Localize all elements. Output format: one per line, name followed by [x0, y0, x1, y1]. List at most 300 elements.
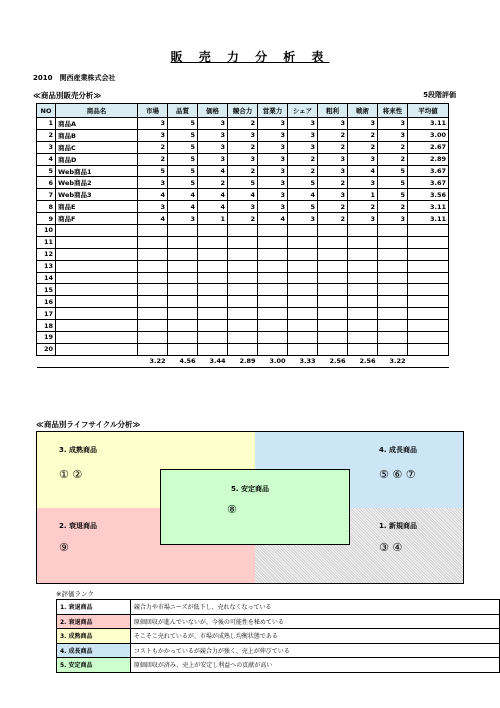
- score-cell: 2: [318, 213, 348, 225]
- row-number: 14: [37, 272, 56, 284]
- score-cell: [228, 225, 258, 237]
- average-cell: [408, 225, 449, 237]
- score-cell: 2: [348, 129, 378, 141]
- product-name: 商品E: [56, 201, 138, 213]
- product-name: 商品D: [56, 153, 138, 165]
- row-number: 11: [37, 236, 56, 248]
- rank-row: [57, 643, 500, 658]
- score-cell: [378, 308, 408, 320]
- product-name: [56, 248, 138, 260]
- rank-description: コストもかかっているが競合力が強く、売上が伸びている: [130, 643, 499, 658]
- score-cell: 3: [168, 213, 198, 225]
- score-cell: [258, 296, 288, 308]
- rank-row: [57, 658, 500, 673]
- score-cell: 3: [348, 153, 378, 165]
- column-header: シェア: [288, 104, 318, 118]
- score-cell: 5: [168, 129, 198, 141]
- row-number: 12: [37, 248, 56, 260]
- score-cell: 5: [168, 141, 198, 153]
- score-cell: [198, 308, 228, 320]
- row-number: 13: [37, 260, 56, 272]
- score-cell: 5: [378, 177, 408, 189]
- row-number: 7: [37, 189, 56, 201]
- score-cell: 3: [318, 189, 348, 201]
- score-cell: [198, 248, 228, 260]
- product-name: 商品B: [56, 129, 138, 141]
- score-cell: 3: [318, 165, 348, 177]
- table-row: [37, 260, 449, 272]
- score-cell: [348, 332, 378, 344]
- score-cell: 2: [228, 141, 258, 153]
- score-cell: 3: [288, 118, 318, 130]
- average-cell: 2.89: [408, 153, 449, 165]
- score-cell: [288, 320, 318, 332]
- column-average: 2.56: [318, 355, 348, 367]
- score-cell: [168, 236, 198, 248]
- rank-row: [57, 614, 500, 629]
- row-number: 1: [37, 118, 56, 130]
- score-cell: [378, 260, 408, 272]
- score-cell: 4: [198, 189, 228, 201]
- score-cell: 3: [288, 129, 318, 141]
- row-number: 9: [37, 213, 56, 225]
- score-cell: [168, 332, 198, 344]
- score-cell: [318, 284, 348, 296]
- average-cell: [408, 260, 449, 272]
- score-cell: 4: [168, 189, 198, 201]
- row-number: 6: [37, 177, 56, 189]
- score-cell: 2: [228, 213, 258, 225]
- score-cell: 3: [258, 129, 288, 141]
- rank-legend-title: ※評価ランク: [56, 590, 94, 598]
- score-cell: 3: [258, 189, 288, 201]
- score-cell: [288, 225, 318, 237]
- average-cell: 2.67: [408, 141, 449, 153]
- quadrant-label: 1. 新規商品: [379, 522, 417, 530]
- score-cell: [348, 272, 378, 284]
- column-header: 戦術: [348, 104, 378, 118]
- column-header: 平均値: [408, 104, 449, 118]
- score-cell: [198, 260, 228, 272]
- sales-analysis-table: [36, 103, 449, 368]
- score-cell: 2: [378, 153, 408, 165]
- score-cell: [198, 343, 228, 355]
- score-cell: [138, 343, 168, 355]
- score-cell: 5: [168, 177, 198, 189]
- product-name: [56, 260, 138, 272]
- score-cell: 3: [138, 177, 168, 189]
- score-cell: 2: [288, 165, 318, 177]
- table-row: [37, 248, 449, 260]
- score-cell: [138, 308, 168, 320]
- average-cell: 3.11: [408, 118, 449, 130]
- score-cell: [378, 332, 408, 344]
- score-cell: [138, 248, 168, 260]
- score-cell: 3: [138, 118, 168, 130]
- score-cell: 4: [198, 165, 228, 177]
- score-cell: 2: [318, 129, 348, 141]
- score-cell: [348, 260, 378, 272]
- score-cell: 2: [228, 118, 258, 130]
- column-header: 品質: [168, 104, 198, 118]
- empty-cell: [408, 355, 449, 367]
- quadrant-items: ⑨: [59, 541, 69, 554]
- score-cell: 3: [138, 201, 168, 213]
- score-cell: 4: [348, 165, 378, 177]
- average-cell: [408, 308, 449, 320]
- score-cell: 2: [378, 201, 408, 213]
- score-cell: 3: [348, 177, 378, 189]
- column-header: NO: [37, 104, 56, 118]
- rank-row: [57, 629, 500, 644]
- score-cell: 2: [348, 141, 378, 153]
- score-cell: 5: [138, 165, 168, 177]
- score-cell: 4: [198, 201, 228, 213]
- score-cell: [228, 260, 258, 272]
- table-row: [37, 308, 449, 320]
- score-cell: [228, 248, 258, 260]
- row-number: 20: [37, 343, 56, 355]
- score-cell: [138, 260, 168, 272]
- row-number: 19: [37, 332, 56, 344]
- score-cell: [378, 296, 408, 308]
- score-cell: [168, 225, 198, 237]
- column-average: 3.22: [378, 355, 408, 367]
- row-number: 17: [37, 308, 56, 320]
- score-cell: 4: [138, 189, 168, 201]
- average-cell: [408, 272, 449, 284]
- table-row: [37, 189, 449, 201]
- score-cell: 2: [228, 165, 258, 177]
- table-row: [37, 129, 449, 141]
- average-cell: 3.67: [408, 177, 449, 189]
- empty-cell: [37, 355, 56, 367]
- table-row: [37, 320, 449, 332]
- score-cell: 3: [198, 153, 228, 165]
- score-cell: 3: [258, 201, 288, 213]
- score-cell: [138, 236, 168, 248]
- score-cell: [318, 225, 348, 237]
- row-number: 10: [37, 225, 56, 237]
- company-name: 2010 関西産業株式会社: [33, 74, 116, 82]
- table-row: [37, 141, 449, 153]
- score-cell: [168, 272, 198, 284]
- average-cell: [408, 320, 449, 332]
- column-average: 3.22: [138, 355, 168, 367]
- score-cell: 1: [198, 213, 228, 225]
- score-cell: [348, 284, 378, 296]
- score-cell: [348, 225, 378, 237]
- score-cell: [378, 225, 408, 237]
- score-cell: 2: [318, 201, 348, 213]
- score-cell: [168, 296, 198, 308]
- score-cell: 3: [318, 118, 348, 130]
- row-number: 15: [37, 284, 56, 296]
- rank-label: 5. 安定商品: [57, 658, 131, 673]
- section-title-sales: ≪商品別販売分析≫: [33, 91, 102, 100]
- score-cell: [348, 296, 378, 308]
- score-cell: [258, 260, 288, 272]
- score-cell: [228, 320, 258, 332]
- rank-label: 3. 成熟商品: [57, 629, 131, 644]
- score-cell: [198, 225, 228, 237]
- row-number: 16: [37, 296, 56, 308]
- score-cell: [378, 272, 408, 284]
- rank-description: 競合力や市場ニーズが低下し、売れなくなっている: [130, 600, 499, 615]
- score-cell: 4: [168, 201, 198, 213]
- score-cell: 3: [378, 118, 408, 130]
- score-cell: 3: [378, 213, 408, 225]
- quadrant-stable: [160, 469, 350, 545]
- score-cell: [348, 248, 378, 260]
- product-name: Web商品1: [56, 165, 138, 177]
- score-cell: 5: [168, 165, 198, 177]
- rank-label: 4. 成長商品: [57, 643, 131, 658]
- score-cell: 3: [318, 153, 348, 165]
- score-cell: [198, 320, 228, 332]
- quadrant-items: ① ②: [59, 468, 83, 481]
- score-cell: 4: [288, 189, 318, 201]
- score-cell: [378, 248, 408, 260]
- rank-row: [57, 600, 500, 615]
- page-title: 販 売 力 分 析 表: [170, 50, 330, 64]
- score-cell: 2: [348, 201, 378, 213]
- score-cell: 2: [318, 177, 348, 189]
- score-cell: [138, 320, 168, 332]
- score-cell: [348, 320, 378, 332]
- product-name: Web商品2: [56, 177, 138, 189]
- score-cell: [318, 343, 348, 355]
- score-cell: [288, 284, 318, 296]
- score-cell: 3: [228, 129, 258, 141]
- product-name: 商品C: [56, 141, 138, 153]
- score-cell: 3: [228, 153, 258, 165]
- score-cell: 4: [138, 213, 168, 225]
- score-cell: 2: [138, 153, 168, 165]
- column-average: 2.89: [228, 355, 258, 367]
- score-cell: 1: [348, 189, 378, 201]
- product-name: [56, 296, 138, 308]
- average-cell: 3.67: [408, 165, 449, 177]
- score-cell: 2: [198, 177, 228, 189]
- table-row: [37, 201, 449, 213]
- score-cell: [198, 284, 228, 296]
- table-row: [37, 118, 449, 130]
- table-row: [37, 213, 449, 225]
- column-average: 3.44: [198, 355, 228, 367]
- score-cell: [288, 296, 318, 308]
- score-cell: [138, 296, 168, 308]
- column-header: 競合力: [228, 104, 258, 118]
- score-cell: 4: [258, 213, 288, 225]
- score-cell: 5: [168, 118, 198, 130]
- section-title-lifecycle: ≪商品別ライフサイクル分析≫: [36, 420, 141, 429]
- score-cell: [288, 272, 318, 284]
- score-cell: [288, 308, 318, 320]
- score-cell: [288, 236, 318, 248]
- column-header: 商品名: [56, 104, 138, 118]
- score-cell: [198, 332, 228, 344]
- score-cell: [228, 296, 258, 308]
- average-cell: [408, 332, 449, 344]
- table-row: [37, 225, 449, 237]
- score-cell: 3: [198, 141, 228, 153]
- product-name: Web商品3: [56, 189, 138, 201]
- score-cell: [138, 225, 168, 237]
- product-name: [56, 284, 138, 296]
- score-cell: 3: [258, 141, 288, 153]
- quadrant-label: 3. 成熟商品: [59, 446, 97, 454]
- quadrant-label: 5. 安定商品: [231, 485, 269, 493]
- average-cell: [408, 296, 449, 308]
- product-name: [56, 320, 138, 332]
- row-number: 4: [37, 153, 56, 165]
- column-header: 価格: [198, 104, 228, 118]
- score-cell: [228, 343, 258, 355]
- score-cell: [318, 296, 348, 308]
- score-cell: [258, 272, 288, 284]
- score-cell: [198, 236, 228, 248]
- score-cell: 5: [288, 201, 318, 213]
- score-cell: 3: [288, 141, 318, 153]
- table-row: [37, 177, 449, 189]
- score-cell: [378, 343, 408, 355]
- score-cell: [258, 320, 288, 332]
- average-cell: [408, 284, 449, 296]
- row-number: 2: [37, 129, 56, 141]
- score-cell: [258, 308, 288, 320]
- score-cell: [288, 260, 318, 272]
- score-cell: [258, 343, 288, 355]
- score-cell: [258, 284, 288, 296]
- average-cell: 3.11: [408, 213, 449, 225]
- score-cell: 5: [288, 177, 318, 189]
- score-cell: [258, 225, 288, 237]
- score-cell: 2: [288, 153, 318, 165]
- score-cell: [318, 320, 348, 332]
- score-cell: [138, 284, 168, 296]
- score-cell: 3: [348, 213, 378, 225]
- score-cell: 3: [198, 118, 228, 130]
- score-cell: 2: [138, 141, 168, 153]
- score-cell: [258, 332, 288, 344]
- column-header: 市場: [138, 104, 168, 118]
- score-cell: [168, 260, 198, 272]
- column-average: 3.33: [288, 355, 318, 367]
- product-name: [56, 272, 138, 284]
- score-cell: 3: [378, 129, 408, 141]
- score-cell: [198, 296, 228, 308]
- table-row: [37, 165, 449, 177]
- totals-row: [37, 355, 449, 367]
- row-number: 5: [37, 165, 56, 177]
- score-cell: [168, 248, 198, 260]
- score-cell: [378, 284, 408, 296]
- score-cell: [348, 236, 378, 248]
- score-cell: [228, 332, 258, 344]
- quadrant-items: ⑤ ⑥ ⑦: [379, 468, 416, 481]
- average-cell: 3.00: [408, 129, 449, 141]
- evaluation-note: 5段階評価: [423, 91, 456, 99]
- score-cell: [198, 272, 228, 284]
- average-cell: 3.11: [408, 201, 449, 213]
- score-cell: [228, 236, 258, 248]
- column-average: 4.56: [168, 355, 198, 367]
- column-header: 将来性: [378, 104, 408, 118]
- score-cell: [348, 343, 378, 355]
- score-cell: [378, 320, 408, 332]
- column-header: 営業力: [258, 104, 288, 118]
- score-cell: [318, 308, 348, 320]
- score-cell: [318, 272, 348, 284]
- average-cell: [408, 248, 449, 260]
- score-cell: [318, 260, 348, 272]
- score-cell: 3: [138, 129, 168, 141]
- average-cell: [408, 343, 449, 355]
- product-name: [56, 308, 138, 320]
- rank-description: そこそこ売れているが、市場が成熟し均衡状態である: [130, 629, 499, 644]
- score-cell: [318, 236, 348, 248]
- table-row: [37, 153, 449, 165]
- rank-label: 1. 衰退商品: [57, 600, 131, 615]
- score-cell: [258, 236, 288, 248]
- score-cell: [288, 248, 318, 260]
- score-cell: 2: [318, 141, 348, 153]
- score-cell: 3: [288, 213, 318, 225]
- score-cell: [168, 284, 198, 296]
- column-average: 3.00: [258, 355, 288, 367]
- score-cell: 2: [378, 141, 408, 153]
- quadrant-items: ⑧: [227, 503, 237, 516]
- rank-description: 原価回収が進んでいないが、今後の可能性を秘めている: [130, 614, 499, 629]
- rank-label: 2. 衰退商品: [57, 614, 131, 629]
- score-cell: 3: [198, 129, 228, 141]
- quadrant-items: ③ ④: [379, 541, 403, 554]
- score-cell: 4: [228, 189, 258, 201]
- score-cell: [138, 332, 168, 344]
- table-row: [37, 236, 449, 248]
- score-cell: [378, 236, 408, 248]
- score-cell: [288, 332, 318, 344]
- score-cell: 3: [258, 153, 288, 165]
- product-name: 商品A: [56, 118, 138, 130]
- rank-description: 原価回収が済み、売上が安定し利益への貢献が高い: [130, 658, 499, 673]
- score-cell: 3: [258, 165, 288, 177]
- score-cell: [258, 248, 288, 260]
- row-number: 18: [37, 320, 56, 332]
- quadrant-label: 2. 衰退商品: [59, 522, 97, 530]
- score-cell: [348, 308, 378, 320]
- table-row: [37, 296, 449, 308]
- table-header-row: [37, 104, 449, 118]
- score-cell: [318, 248, 348, 260]
- score-cell: [228, 272, 258, 284]
- score-cell: [168, 343, 198, 355]
- score-cell: 3: [348, 118, 378, 130]
- score-cell: 5: [228, 177, 258, 189]
- table-row: [37, 272, 449, 284]
- lifecycle-grid: [36, 431, 464, 584]
- score-cell: [288, 343, 318, 355]
- table-row: [37, 343, 449, 355]
- row-number: 8: [37, 201, 56, 213]
- product-name: 商品F: [56, 213, 138, 225]
- table-row: [37, 284, 449, 296]
- score-cell: 5: [378, 189, 408, 201]
- column-average: 2.56: [348, 355, 378, 367]
- column-header: 粗利: [318, 104, 348, 118]
- product-name: [56, 225, 138, 237]
